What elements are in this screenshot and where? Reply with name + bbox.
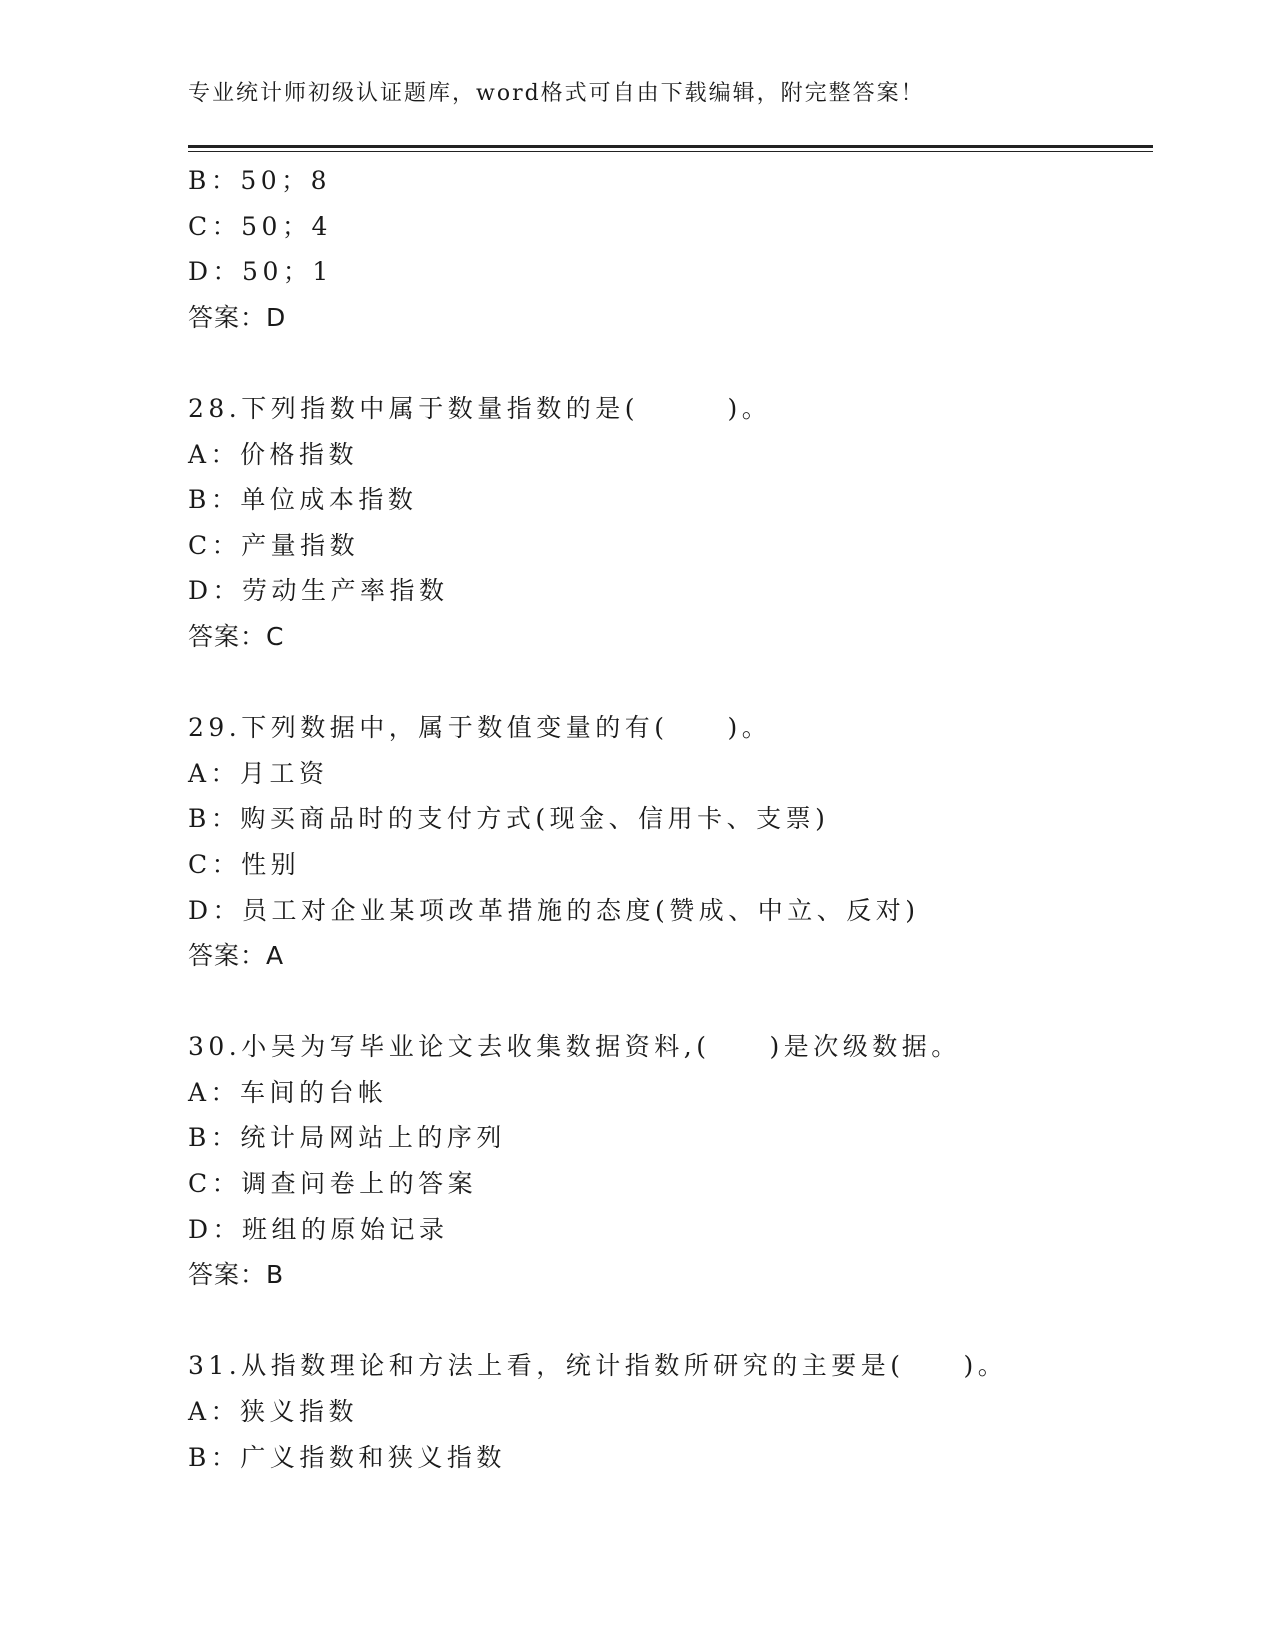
option-a: A：车间的台帐 [188, 1077, 388, 1107]
spacer [188, 979, 1148, 1025]
option-b: B：单位成本指数 [188, 485, 418, 515]
option-b: B：50；8 [188, 166, 332, 195]
header-rule-thin [188, 151, 1153, 152]
page-header: 专业统计师初级认证题库，word格式可自由下载编辑，附完整答案！ [188, 81, 925, 106]
option-a: A：价格指数 [188, 439, 359, 469]
option-d: D：班组的原始记录 [188, 1214, 449, 1244]
question-stem: 29.下列数据中，属于数值变量的有( )。 [188, 713, 772, 743]
spacer [188, 1298, 1148, 1344]
question-stem: 31.从指数理论和方法上看，统计指数所研究的主要是( )。 [188, 1351, 1008, 1381]
spacer [188, 660, 1148, 706]
answer: 答案：C [188, 621, 285, 651]
option-d: D：劳动生产率指数 [188, 576, 449, 606]
option-d: D：50；1 [188, 257, 333, 287]
header-rule-thick [188, 145, 1153, 148]
answer: 答案：B [188, 1260, 285, 1290]
option-a: A：月工资 [188, 758, 329, 788]
option-c: C：50；4 [188, 211, 332, 241]
question-stem: 30.小吴为写毕业论文去收集数据资料,( )是次级数据。 [188, 1032, 961, 1062]
option-c: C：产量指数 [188, 530, 360, 560]
option-b: B：统计局网站上的序列 [188, 1123, 506, 1153]
option-c: C：调查问卷上的答案 [188, 1169, 478, 1199]
question-list [188, 158, 1148, 1480]
spacer [188, 340, 1148, 386]
answer: 答案：D [188, 302, 287, 332]
option-c: C：性别 [188, 849, 301, 879]
question-stem: 28.下列指数中属于数量指数的是( )。 [188, 393, 772, 423]
option-b: B：购买商品时的支付方式(现金、信用卡、支票) [188, 804, 830, 834]
option-d: D：员工对企业某项改革措施的态度(赞成、中立、反对) [188, 895, 920, 925]
option-a: A：狭义指数 [188, 1397, 359, 1427]
option-b: B：广义指数和狭义指数 [188, 1442, 506, 1472]
answer: 答案：A [188, 941, 285, 971]
